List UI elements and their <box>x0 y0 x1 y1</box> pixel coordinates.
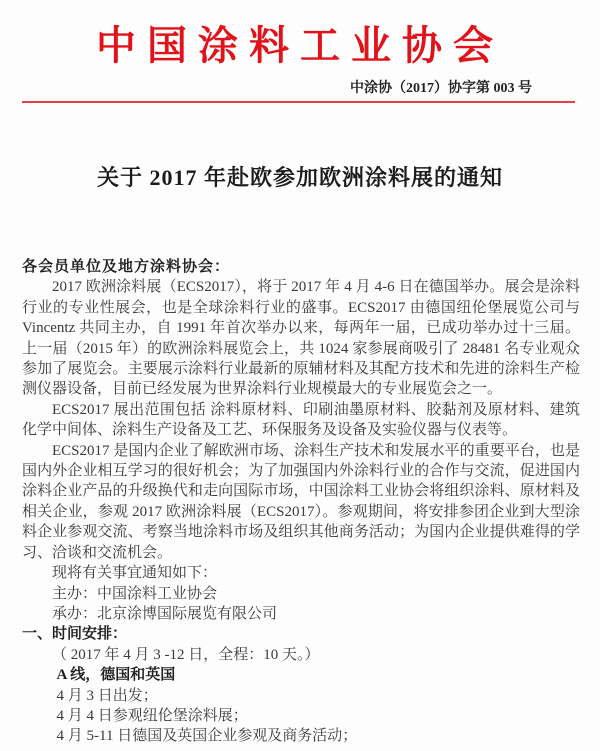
doc-number: 中涂协（2017）协字第 003 号 <box>350 81 532 96</box>
paragraph-intro: 2017 欧洲涂料展（ECS2017），将于 2017 年 4 月 4-6 日在德国举办。展会是涂料行业的专业性展会，也是全球涂料行业的盛事。ECS2017 由德国纽伦堡展览公司与 Vincentz 共同主办，自 1991 年首次举办以来，每两年一届，已成功举办过十三届。上一届（2015 年）的欧洲涂料展览会上，共 1024 家参展商吸引了 28481 名专业观众参加了展览会。主要展示涂料行业最新的原辅材料及其配方技术和先进的涂料生产检测仪器设备，目前已经发展为世界涂料行业规模最大的专业展览会之一。 <box>22 279 580 398</box>
schedule-item-business: 4 月 5-11 日德国及英国企业参观及商务活动； <box>56 728 358 745</box>
org-title: 中国涂料工业协会 <box>96 23 504 68</box>
notice-body <box>22 257 580 747</box>
undertaker-line: 承办：北京涂博国际展览有限公司 <box>52 605 278 622</box>
paragraph-purpose: ECS2017 是国内企业了解欧洲市场、涂料生产技术和发展水平的重要平台，也是国内外企业相互学习的很好机会；为了加强国内外涂料行业的合作与交流，促进国内涂料企业产品的升级换代和走向国际市场，中国涂料工业协会将组织涂料、原材料及相关企业，参观 2017 欧洲涂料展（ECS2017）。参观期间，将安排参团企业到大型涂料企业参观交流、考察当地涂料市场及组织其他商务活动；为国内企业提供难得的学习、洽谈和交流机会。 <box>22 442 580 561</box>
paragraph-scope: ECS2017 展出范围包括 涂料原材料、印刷油墨原材料、胶黏剂及原材料、建筑化学中间体、涂料生产设备及工艺、环保服务及设备及实验仪器与仪表等。 <box>22 401 580 439</box>
section-heading-schedule: 一、时间安排： <box>22 626 128 643</box>
schedule-item-departure: 4 月 3 日出发； <box>56 687 158 704</box>
header-rule <box>22 101 575 103</box>
notice-title: 关于 2017 年赴欧参加欧洲涂料展的通知 <box>96 165 503 190</box>
schedule-duration: （ 2017 年 4 月 3 -12 日，全程：10 天。） <box>52 646 320 663</box>
route-a-title: A 线，德国和英国 <box>56 667 176 684</box>
schedule-item-exhibition: 4 月 4 日参观纽伦堡涂料展； <box>56 707 248 724</box>
organizer-line: 主办：中国涂料工业协会 <box>52 585 218 602</box>
salutation: 各会员单位及地方涂料协会： <box>22 259 231 275</box>
notice-lead: 现将有关事宜通知如下： <box>52 565 218 582</box>
